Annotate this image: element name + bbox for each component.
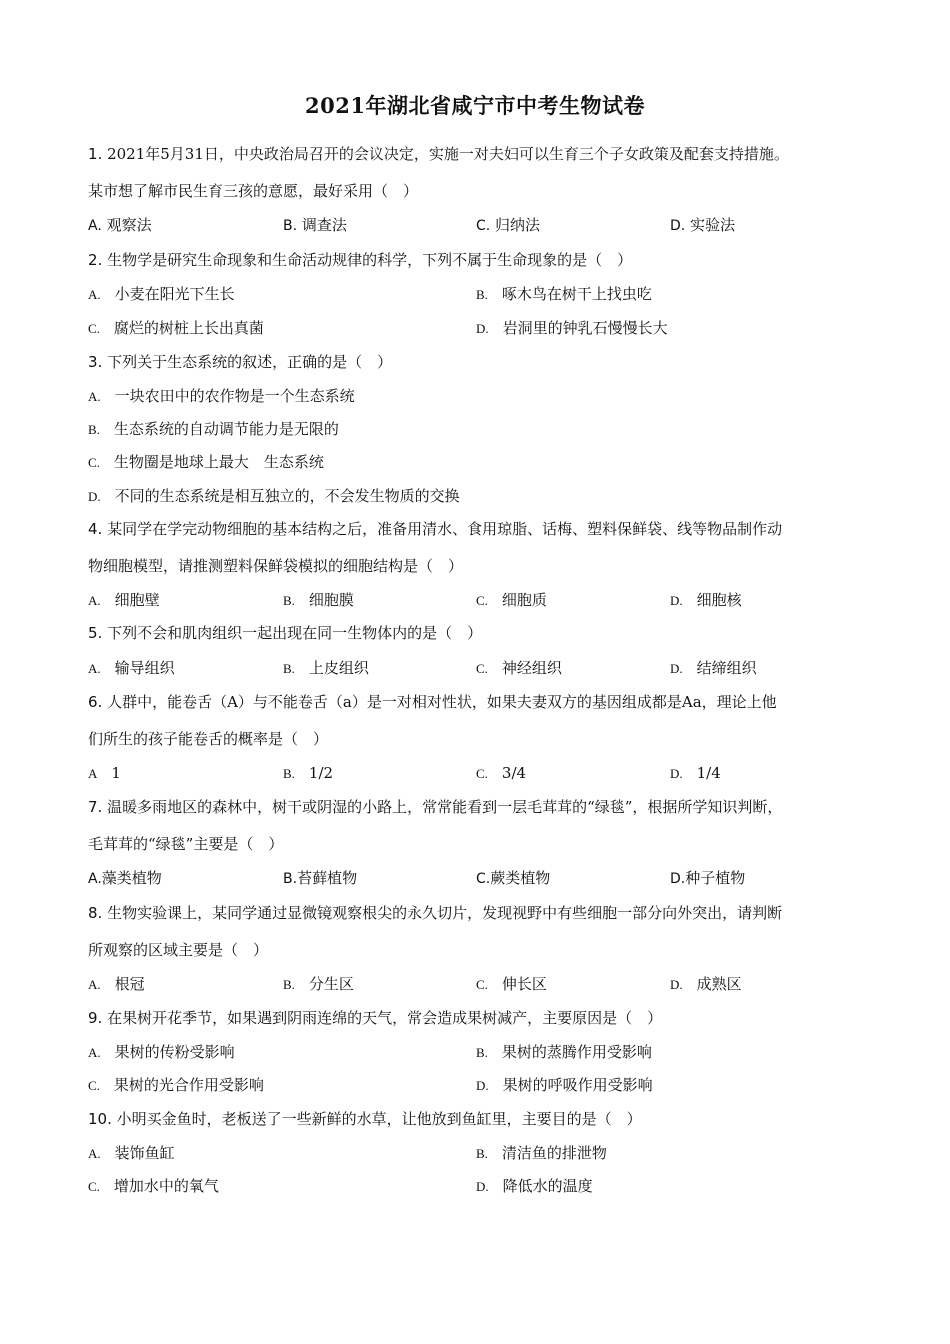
option-c: C. 腐烂的树桩上长出真菌	[88, 319, 264, 337]
question-number: 1.	[88, 145, 103, 163]
option-c: C. 增加水中的氧气	[88, 1177, 219, 1195]
option-d: D. 1/4	[670, 764, 721, 782]
option-c: C. 细胞质	[476, 591, 547, 609]
option-d: D. 降低水的温度	[476, 1177, 593, 1195]
option-c: C. 伸长区	[476, 975, 547, 993]
question-number: 8.	[88, 904, 103, 922]
question-text-line: 所观察的区域主要是（ ）	[88, 941, 269, 959]
option-b: B. 1/2	[283, 764, 334, 782]
question-text-line: 某市想了解市民生育三孩的意愿，最好采用（ ）	[88, 182, 419, 200]
option-a: A. 果树的传粉受影响	[88, 1043, 235, 1061]
option-a: A. 根冠	[88, 975, 145, 993]
option-d: D. 细胞核	[670, 591, 742, 609]
option-d: D. 成熟区	[670, 975, 742, 993]
option-d: D. 不同的生态系统是相互独立的，不会发生物质的交换	[88, 487, 460, 505]
page-title: 2021年湖北省咸宁市中考生物试卷	[305, 93, 645, 118]
option-a: A 1	[88, 764, 121, 782]
option-c: C. 果树的光合作用受影响	[88, 1076, 264, 1094]
option-a: A.藻类植物	[88, 869, 162, 887]
option-d: D. 果树的呼吸作用受影响	[476, 1076, 653, 1094]
question-text: 某同学在学完动物细胞的基本结构之后，准备用清水、食用琼脂、话梅、塑料保鲜袋、线等物品制作动	[107, 520, 783, 538]
question-2	[88, 250, 632, 270]
option-b: B. 清洁鱼的排泄物	[476, 1144, 607, 1162]
question-number: 2.	[88, 251, 103, 269]
question-1	[88, 144, 789, 164]
option-a: A. 小麦在阳光下生长	[88, 285, 235, 303]
question-text: 下列关于生态系统的叙述，正确的是（ ）	[107, 353, 393, 371]
option-b: B. 调查法	[283, 216, 347, 234]
question-text-line: 毛茸茸的“绿毯”主要是（ ）	[88, 835, 284, 853]
option-d: D. 岩洞里的钟乳石慢慢长大	[476, 319, 668, 337]
option-d: D.种子植物	[670, 869, 746, 887]
question-number: 10.	[88, 1110, 112, 1128]
option-b: B. 啄木鸟在树干上找虫吃	[476, 285, 652, 303]
question-9	[88, 1008, 662, 1028]
option-d: D. 结缔组织	[670, 659, 757, 677]
question-6	[88, 692, 777, 712]
question-text-line: 们所生的孩子能卷舌的概率是（ ）	[88, 730, 329, 748]
question-10	[88, 1109, 642, 1129]
question-text: 小明买金鱼时，老板送了一些新鲜的水草，让他放到鱼缸里，主要目的是（ ）	[116, 1110, 642, 1128]
question-7	[88, 797, 782, 817]
question-4	[88, 519, 782, 539]
option-a: A. 观察法	[88, 216, 152, 234]
question-8	[88, 903, 782, 923]
option-c: C. 生物圈是地球上最大 生态系统	[88, 453, 324, 471]
option-b: B.苔藓植物	[283, 869, 358, 887]
question-number: 7.	[88, 798, 103, 816]
option-c: C.蕨类植物	[476, 869, 551, 887]
option-d: D. 实验法	[670, 216, 736, 234]
question-number: 4.	[88, 520, 103, 538]
question-3	[88, 352, 392, 372]
option-b: B. 细胞膜	[283, 591, 354, 609]
option-a: A. 输导组织	[88, 659, 175, 677]
option-b: B. 生态系统的自动调节能力是无限的	[88, 420, 339, 438]
option-b: B. 上皮组织	[283, 659, 369, 677]
question-number: 9.	[88, 1009, 103, 1027]
question-number: 5.	[88, 624, 103, 642]
option-b: B. 分生区	[283, 975, 354, 993]
option-a: A. 一块农田中的农作物是一个生态系统	[88, 387, 355, 405]
question-text: 温暖多雨地区的森林中，树干或阴湿的小路上，常常能看到一层毛茸茸的“绿毯”，根据所学知识判断，	[107, 798, 783, 816]
option-c: C. 3/4	[476, 764, 527, 782]
question-text: 2021年5月31日，中央政治局召开的会议决定，实施一对夫妇可以生育三个子女政策及配套支持措施。	[107, 145, 789, 163]
option-c: C. 归纳法	[476, 216, 541, 234]
question-text: 生物实验课上，某同学通过显微镜观察根尖的永久切片，发现视野中有些细胞一部分向外突出，请判断	[107, 904, 783, 922]
question-text: 在果树开花季节，如果遇到阴雨连绵的天气，常会造成果树减产，主要原因是（ ）	[107, 1009, 663, 1027]
option-c: C. 神经组织	[476, 659, 562, 677]
question-text: 人群中，能卷舌（A）与不能卷舌（a）是一对相对性状，如果夫妻双方的基因组成都是Aa，理论上他	[107, 693, 777, 711]
option-a: A. 细胞壁	[88, 591, 160, 609]
option-a: A. 装饰鱼缸	[88, 1144, 175, 1162]
question-number: 6.	[88, 693, 103, 711]
question-5	[88, 623, 482, 643]
option-b: B. 果树的蒸腾作用受影响	[476, 1043, 652, 1061]
question-number: 3.	[88, 353, 103, 371]
question-text-line: 物细胞模型，请推测塑料保鲜袋模拟的细胞结构是（ ）	[88, 557, 464, 575]
question-text: 生物学是研究生命现象和生命活动规律的科学，下列不属于生命现象的是（ ）	[107, 251, 633, 269]
question-text: 下列不会和肌肉组织一起出现在同一生物体内的是（ ）	[107, 624, 483, 642]
